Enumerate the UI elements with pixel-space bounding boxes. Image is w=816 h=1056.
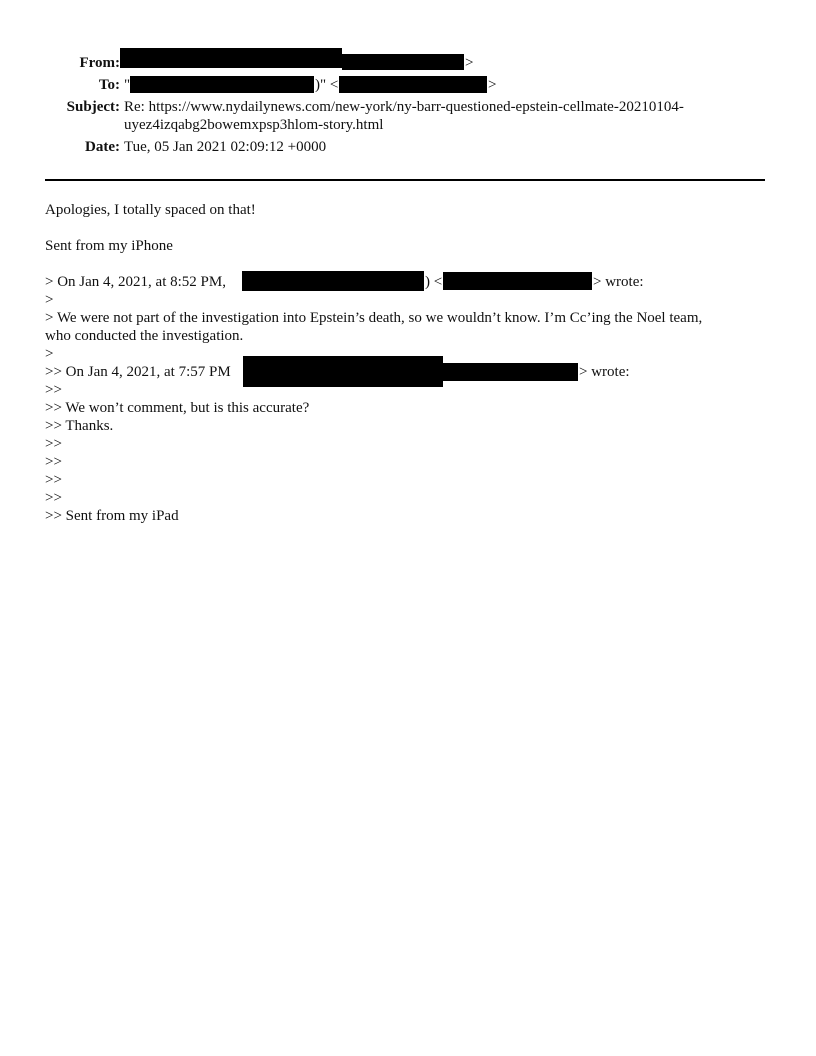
date-row	[0, 138, 816, 156]
from-label: From:	[79, 55, 120, 71]
body-line: >	[45, 346, 54, 362]
to-tail: >	[488, 77, 497, 93]
body-line: >>	[45, 454, 62, 470]
quote-header-suffix: > wrote:	[579, 364, 630, 380]
date-label: Date:	[85, 139, 120, 155]
subject-row	[0, 98, 816, 116]
body-line: >> Sent from my iPad	[45, 508, 179, 524]
redaction-bar	[130, 76, 314, 93]
to-quote-open: "	[124, 77, 131, 93]
redaction-bar	[242, 271, 424, 291]
body-line: >	[45, 292, 54, 308]
body-line: >> We won’t comment, but is this accurate?	[45, 400, 310, 416]
subject-line-1: Re: https://www.nydailynews.com/new-york/ny-barr-questioned-epstein-cellmate-20210104-	[124, 99, 684, 115]
body-line: Sent from my iPhone	[45, 238, 173, 254]
header-divider	[45, 179, 765, 181]
quote-header-prefix: >> On Jan 4, 2021, at 7:57 PM	[45, 364, 231, 380]
body-line: >>	[45, 382, 62, 398]
redaction-bar	[342, 54, 464, 70]
body-line: >>	[45, 490, 62, 506]
redaction-bar	[443, 363, 578, 381]
body-line: >>	[45, 472, 62, 488]
redaction-bar	[443, 272, 592, 290]
to-mid: )" <	[315, 77, 339, 93]
body-line: Apologies, I totally spaced on that!	[45, 202, 256, 218]
subject-row-continued	[0, 116, 816, 134]
quote-header-mid: ) <	[425, 274, 443, 290]
body-line: who conducted the investigation.	[45, 328, 244, 344]
from-tail: >	[465, 55, 474, 71]
quote-header-prefix: > On Jan 4, 2021, at 8:52 PM,	[45, 274, 226, 290]
body-line: >>	[45, 436, 62, 452]
subject-line-2: uyez4izqabg2bowemxpsp3hlom-story.html	[124, 117, 384, 133]
date-value: Tue, 05 Jan 2021 02:09:12 +0000	[124, 139, 327, 155]
redaction-bar	[120, 48, 342, 68]
redaction-bar	[243, 356, 443, 387]
quote-header-suffix: > wrote:	[593, 274, 644, 290]
to-label: To:	[98, 77, 120, 93]
from-row	[0, 54, 816, 72]
to-row	[0, 76, 816, 94]
subject-label: Subject:	[66, 99, 120, 115]
redaction-bar	[339, 76, 487, 93]
body-line: > We were not part of the investigation into Epstein’s death, so we wouldn’t know. I’m Cc’ing the Noel team,	[45, 310, 703, 326]
body-line: >> Thanks.	[45, 418, 114, 434]
